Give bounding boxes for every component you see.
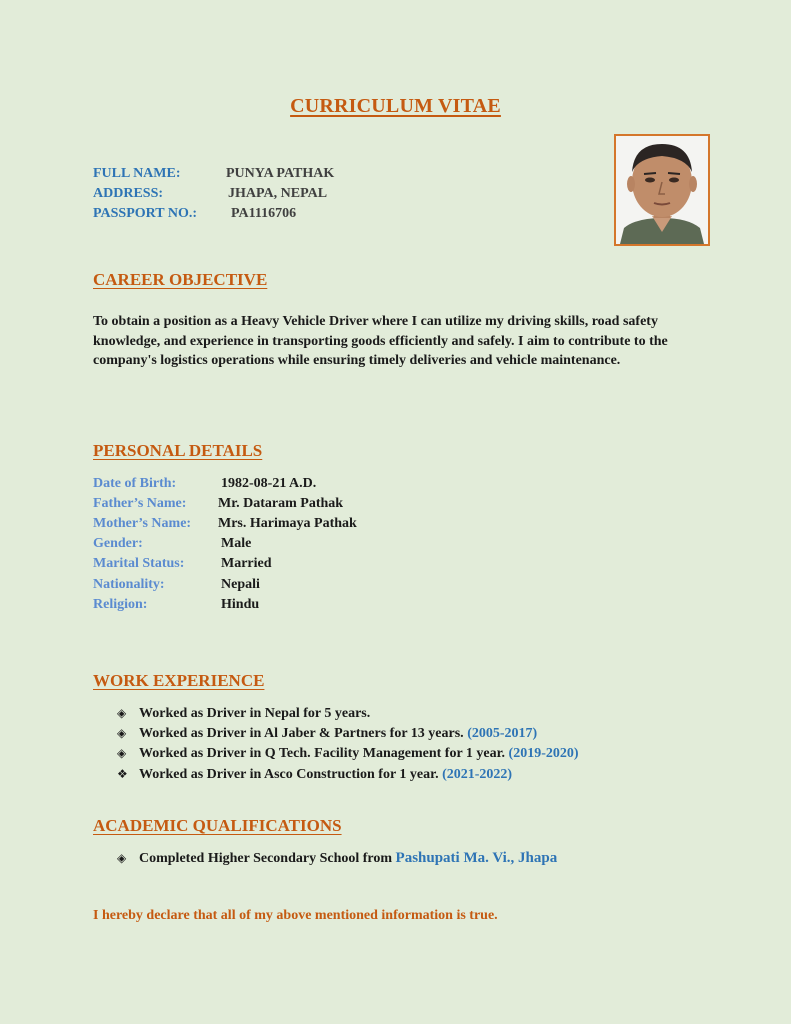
personal-row-gender [93, 534, 251, 554]
declaration-text: I hereby declare that all of my above mentioned information is true. [93, 908, 498, 923]
full-name-label: FULL NAME: [93, 166, 181, 181]
nationality-value: Nepali [221, 577, 260, 592]
career-objective-text: To obtain a position as a Heavy Vehicle Driver where I can utilize my driving skills, road safety knowledge, and experience in transporting goods efficiently and safely. I aim to contribute to the company's logistics operations while ensuring timely deliveries and vehicle maintenance. [93, 314, 668, 368]
diamond-bullet-icon: ◈ [117, 851, 127, 865]
work-item-text: Worked as Driver in Asco Construction for 1 year. [139, 767, 439, 782]
document-title: CURRICULUM VITAE [290, 95, 501, 117]
academic-item-text: Completed Higher Secondary School from [139, 851, 393, 866]
academic-school: Pashupati Ma. Vi., Jhapa [395, 850, 558, 866]
career-objective-heading: CAREER OBJECTIVE [93, 270, 268, 289]
work-item [117, 723, 537, 743]
work-item-text: Worked as Driver in Al Jaber & Partners for 13 years. [139, 726, 464, 741]
diamond-bullet-icon: ◈ [117, 706, 127, 720]
marital-value: Married [221, 556, 272, 571]
religion-label: Religion: [93, 597, 148, 612]
work-item-period: (2005-2017) [467, 726, 538, 741]
work-item [117, 743, 579, 763]
work-experience-heading: WORK EXPERIENCE [93, 671, 265, 690]
dob-value: 1982-08-21 A.D. [221, 476, 317, 491]
passport-value: PA1116706 [231, 206, 297, 221]
work-item [117, 703, 370, 723]
religion-value: Hindu [221, 597, 260, 612]
work-item-text: Worked as Driver in Nepal for 5 years. [139, 706, 371, 721]
portrait-image [616, 136, 708, 244]
diamond-bullet-icon: ◈ [117, 726, 127, 740]
personal-row-marital [93, 554, 272, 574]
personal-row-religion [93, 595, 259, 615]
personal-row-mother [93, 514, 357, 534]
address-row [93, 184, 327, 204]
father-value: Mr. Dataram Pathak [218, 496, 344, 511]
profile-photo [614, 134, 710, 246]
full-name-row [93, 164, 334, 184]
work-item-period: (2019-2020) [508, 746, 579, 761]
mother-value: Mrs. Harimaya Pathak [218, 516, 357, 531]
personal-details-heading: PERSONAL DETAILS [93, 441, 263, 460]
address-label: ADDRESS: [93, 186, 164, 201]
academic-item [117, 848, 557, 868]
four-diamond-bullet-icon: ❖ [117, 767, 128, 781]
diamond-bullet-icon: ◈ [117, 746, 127, 760]
passport-row [93, 204, 296, 224]
dob-label: Date of Birth: [93, 476, 177, 491]
work-item-period: (2021-2022) [442, 767, 513, 782]
mother-label: Mother’s Name: [93, 516, 192, 531]
gender-value: Male [221, 536, 252, 551]
personal-row-dob [93, 474, 316, 494]
work-item-text: Worked as Driver in Q Tech. Facility Management for 1 year. [139, 746, 506, 761]
full-name-value: PUNYA PATHAK [226, 166, 335, 181]
personal-row-nationality [93, 575, 260, 595]
personal-row-father [93, 494, 343, 514]
nationality-label: Nationality: [93, 577, 165, 592]
address-value: JHAPA, NEPAL [228, 186, 328, 201]
passport-label: PASSPORT NO.: [93, 206, 198, 221]
gender-label: Gender: [93, 536, 143, 551]
marital-label: Marital Status: [93, 556, 185, 571]
work-item [117, 764, 512, 784]
academic-heading: ACADEMIC QUALIFICATIONS [93, 816, 342, 835]
father-label: Father’s Name: [93, 496, 187, 511]
